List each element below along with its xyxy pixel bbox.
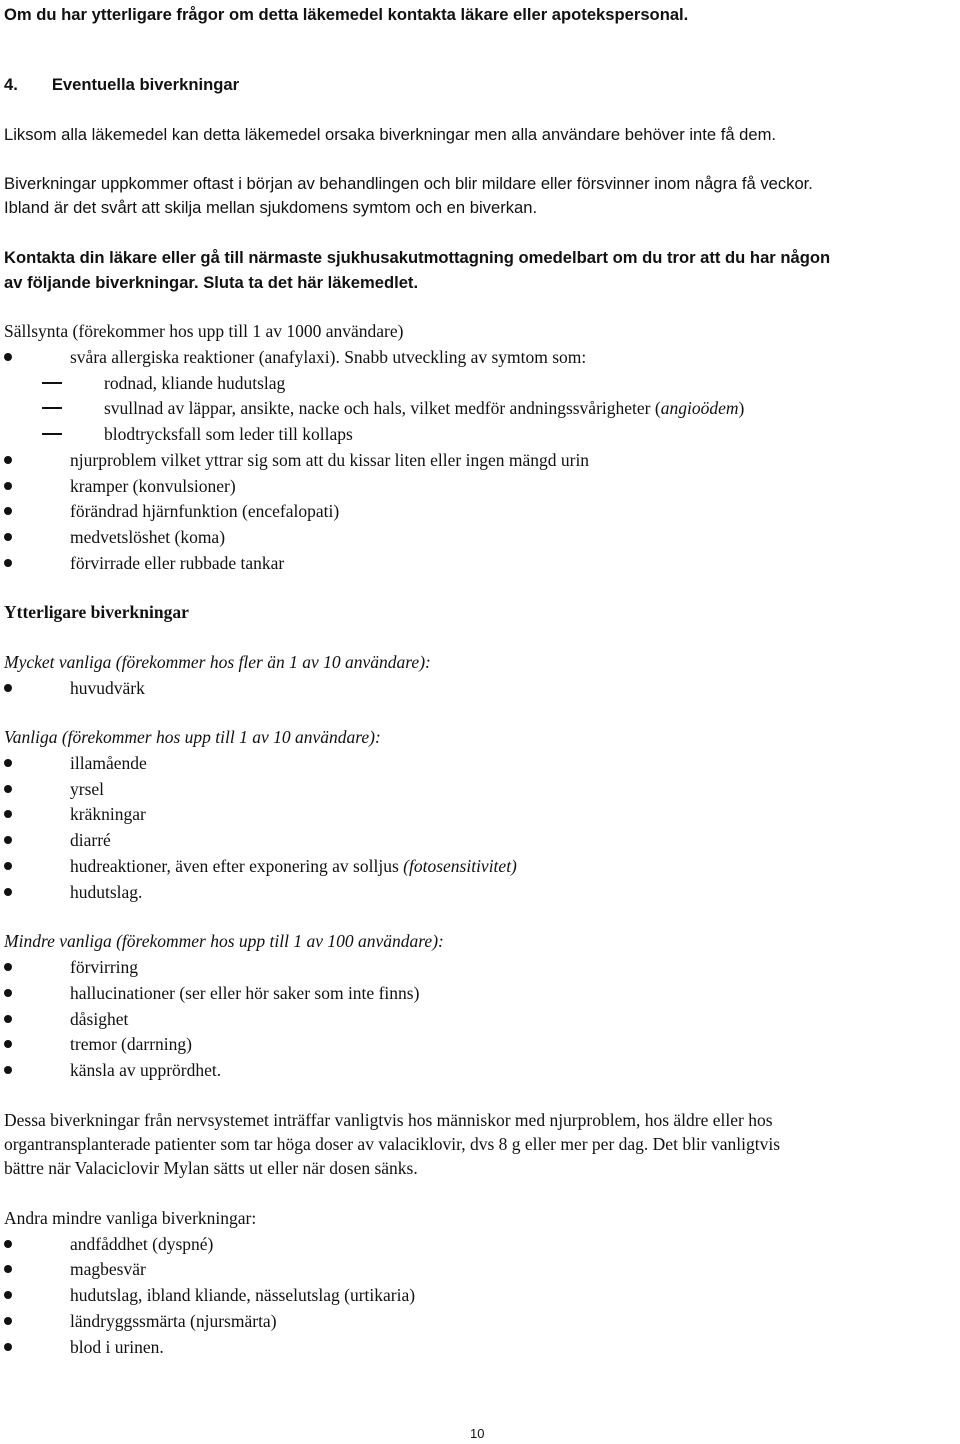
bullet-icon — [4, 963, 12, 971]
dash-icon — [42, 433, 62, 435]
list-item-text: andfåddhet (dyspné) — [70, 1234, 214, 1254]
sub-item-text: rodnad, kliande hudutslag — [104, 373, 286, 393]
sub-item-text: svullnad av läppar, ansikte, nacke och hals, vilket medför andningssvårigheter ( — [104, 398, 661, 418]
page-number: 10 — [470, 1426, 485, 1441]
bullet-icon — [4, 1317, 12, 1325]
bullet-icon — [4, 836, 12, 844]
bullet-icon — [4, 759, 12, 767]
paragraph-2-line-1: Biverkningar uppkommer oftast i början av behandlingen och blir mildare eller försvinner inom några få veckor. — [4, 174, 813, 193]
list-item-text: förvirrade eller rubbade tankar — [70, 553, 285, 573]
section-heading — [4, 73, 239, 97]
bullet-icon — [4, 533, 12, 541]
list-item-text: hudreaktioner, även efter exponering av solljus — [70, 856, 404, 876]
list-item-text: illamående — [70, 753, 147, 773]
bullet-icon — [4, 684, 12, 692]
list-item-text: hallucinationer (ser eller hör saker som inte finns) — [70, 983, 420, 1003]
bullet-icon — [4, 1015, 12, 1023]
section-number: 4. — [4, 75, 18, 94]
list-item-text: känsla av upprördhet. — [70, 1060, 222, 1080]
additional-heading: Ytterligare biverkningar — [4, 602, 189, 622]
list-item-text: kramper (konvulsioner) — [70, 476, 236, 496]
sub-item-text: blodtrycksfall som leder till kollaps — [104, 424, 353, 444]
bullet-icon — [4, 989, 12, 997]
rapid-symptoms-text: Snabb utveckling av symtom som: — [339, 347, 587, 367]
bullet-icon — [4, 862, 12, 870]
list-item-text: medvetslöshet (koma) — [70, 527, 226, 547]
list-item-text: njurproblem vilket yttrar sig som att du kissar liten eller ingen mängd urin — [70, 450, 590, 470]
list-item-text: diarré — [70, 830, 111, 850]
bullet-icon — [4, 888, 12, 896]
sub-item-italic: angioödem — [660, 398, 739, 418]
list-item-text: förvirring — [70, 957, 139, 977]
bullet-icon — [4, 559, 12, 567]
bullet-icon — [4, 353, 12, 361]
bullet-icon — [4, 1040, 12, 1048]
nervous-line-1: Dessa biverkningar från nervsystemet inträffar vanligtvis hos människor med njurproblem, hos äldre eller hos — [4, 1110, 773, 1130]
paragraph-2-line-2: Ibland är det svårt att skilja mellan sjukdomens symtom och en biverkan. — [4, 198, 538, 217]
list-item-text: blod i urinen. — [70, 1337, 164, 1357]
list-item-text: huvudvärk — [70, 678, 145, 698]
list-item-text: hudutslag. — [70, 882, 143, 902]
list-item-text: magbesvär — [70, 1259, 146, 1279]
bullet-icon — [4, 482, 12, 490]
paragraph-1: Liksom alla läkemedel kan detta läkemedel orsaka biverkningar men alla användare behöver inte få dem. — [4, 125, 777, 144]
section-title: Eventuella biverkningar — [51, 75, 240, 94]
list-item-text: yrsel — [70, 779, 105, 799]
other-uncommon-heading: Andra mindre vanliga biverkningar: — [4, 1208, 257, 1228]
bullet-icon — [4, 507, 12, 515]
sub-item-after: ) — [738, 398, 745, 418]
bullet-icon — [4, 785, 12, 793]
bullet-icon — [4, 1291, 12, 1299]
bullet-icon — [4, 1343, 12, 1351]
bullet-icon — [4, 456, 12, 464]
warning-line-2: av följande biverkningar. Sluta ta det här läkemedlet. — [4, 273, 419, 292]
list-item-text: förändrad hjärnfunktion (encefalopati) — [70, 501, 340, 521]
uncommon-heading: Mindre vanliga (förekommer hos upp till 1 av 100 användare): — [4, 931, 444, 951]
list-item-italic: (fotosensitivitet) — [403, 856, 517, 876]
anaphylaxis-text: svåra allergiska reaktioner (anafylaxi). — [70, 347, 340, 367]
intro-text: Om du har ytterligare frågor om detta läkemedel kontakta läkare eller apotekspersonal. — [4, 5, 689, 24]
bullet-icon — [4, 1240, 12, 1248]
list-item-text: ländryggssmärta (njursmärta) — [70, 1311, 277, 1331]
bullet-icon — [4, 810, 12, 818]
rare-heading: Sällsynta (förekommer hos upp till 1 av 1000 användare) — [4, 321, 404, 341]
warning-line-1: Kontakta din läkare eller gå till närmaste sjukhusakutmottagning omedelbart om du tror att du har någon — [4, 248, 831, 267]
bullet-icon — [4, 1066, 12, 1074]
nervous-line-2: organtransplanterade patienter som tar höga doser av valaciklovir, dvs 8 g eller mer per dag. Det blir vanligtvis — [4, 1134, 781, 1154]
bullet-icon — [4, 1265, 12, 1273]
dash-icon — [42, 382, 62, 384]
list-item-text: kräkningar — [70, 804, 146, 824]
dash-icon — [42, 407, 62, 409]
list-item-text: hudutslag, ibland kliande, nässelutslag (urtikaria) — [70, 1285, 416, 1305]
very-common-heading: Mycket vanliga (förekommer hos fler än 1 av 10 användare): — [4, 652, 431, 672]
list-item-text: dåsighet — [70, 1009, 129, 1029]
common-heading: Vanliga (förekommer hos upp till 1 av 10 användare): — [4, 727, 381, 747]
nervous-line-3: bättre när Valaciclovir Mylan sätts ut eller när dosen sänks. — [4, 1158, 418, 1178]
list-item-text: tremor (darrning) — [70, 1034, 192, 1054]
